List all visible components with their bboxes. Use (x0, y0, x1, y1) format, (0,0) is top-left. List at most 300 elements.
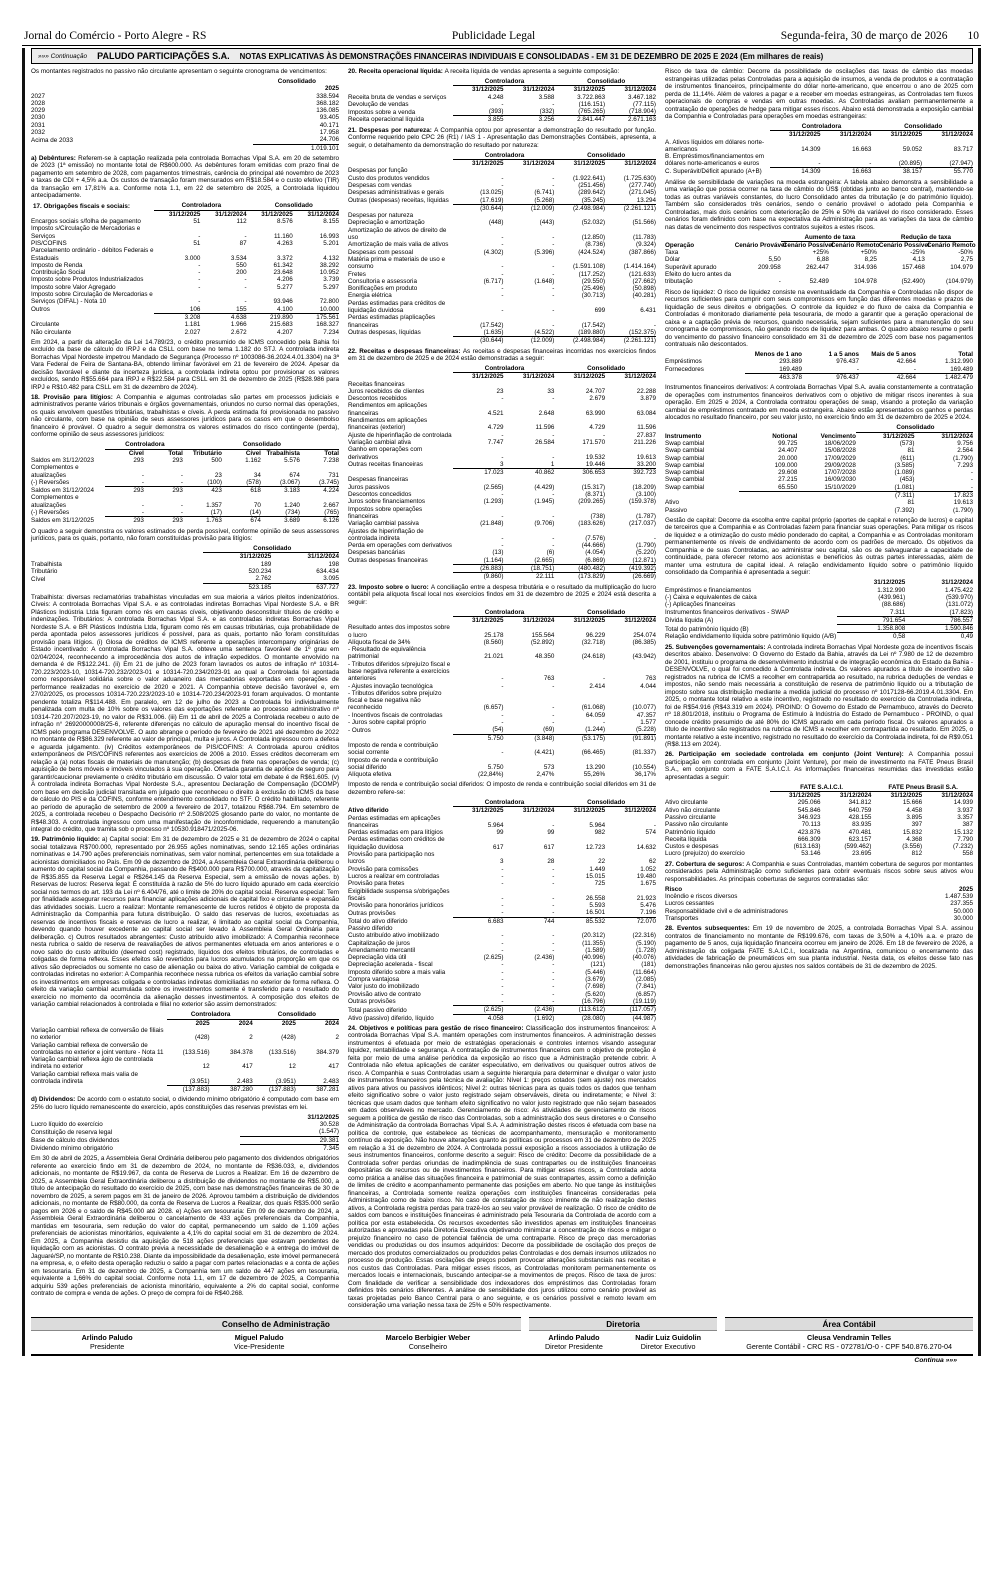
row-label: (-) Reversões (31, 509, 70, 517)
cell-value: - (501, 946, 504, 954)
cell-value: 666.309 (797, 835, 821, 843)
row-label: Depreciação vida útil (348, 954, 407, 962)
cell-value: 3.689 (261, 517, 300, 525)
table-row (665, 601, 973, 608)
cell-value: 523.185 (203, 583, 271, 591)
table-row (348, 498, 656, 505)
cell-value: - (501, 512, 504, 520)
row-label: Despesas por natureza (348, 212, 414, 220)
table-row (665, 850, 973, 857)
table-column-header (31, 449, 105, 457)
table-column-header: 31/12/2024 (941, 432, 973, 440)
table-column-header: Cenário Remoto (830, 241, 880, 249)
cell-value: 4.224 (300, 487, 339, 495)
row-label: Provisão ativo de contrato (348, 990, 421, 998)
cell-value: - (552, 512, 555, 520)
cell-value: 4.207 (277, 328, 293, 336)
board-group-conselho (31, 1317, 521, 1351)
cell-value: 155.564 (531, 631, 555, 639)
cell-value: (5.268) (534, 196, 555, 204)
table-column-header: Vencimento (820, 432, 856, 440)
cell-value: 198 (328, 560, 339, 568)
table-row (665, 374, 973, 382)
cell-value: 52.489 (809, 278, 829, 286)
cell-value: 96.229 (585, 631, 606, 639)
cell-value: (2.625) (453, 1006, 504, 1014)
cell-value: - (501, 902, 504, 910)
cell-value: 1.449 (589, 865, 606, 873)
cell-value: 7.293 (957, 461, 973, 469)
cell-value: - (552, 880, 555, 888)
board-member (82, 1334, 133, 1351)
cell-value: (14) (249, 508, 261, 516)
table-column-header: 31/12/2025 (261, 210, 293, 218)
table-row (348, 940, 656, 947)
row-label: Dividendo mínimo obrigatório (31, 1144, 113, 1152)
cell-value: - (552, 100, 555, 108)
table-group-header (348, 78, 453, 86)
table-column-header: 31/12/2024 (522, 86, 555, 94)
cell-value: - (501, 997, 504, 1005)
row-label: Swap cambial (665, 484, 705, 492)
cell-value: (578) (246, 478, 261, 486)
cell-value: 211.226 (633, 438, 656, 446)
table-column-header: 31/12/2025 (472, 160, 504, 168)
table-group-header: Consolidado (554, 365, 656, 373)
cell-value: - (501, 285, 504, 293)
cell-value: 14.939 (953, 799, 973, 807)
table-group-header: Consolidado (554, 152, 656, 160)
cell-value: (5.620) (585, 990, 606, 998)
cell-value: - (501, 990, 504, 998)
note-heading: d) Dividendos: (31, 1096, 78, 1104)
cell-value: 387.281 (296, 1085, 339, 1093)
financial-table (665, 886, 973, 922)
cell-value: - (913, 365, 916, 373)
cell-value: 2.483 (236, 1077, 253, 1085)
cell-value: 38.292 (319, 261, 339, 269)
cell-value: 48.350 (535, 653, 555, 661)
member-role: Gerente Contábil - CRC RS - 072781/O-0 - CPF 540.876.270-04 (746, 1341, 952, 1351)
cell-value: 5.750 (487, 763, 504, 771)
cell-value: 13.290 (585, 763, 606, 771)
cell-value: 3.357 (957, 813, 973, 821)
table-group-header (31, 441, 105, 449)
table-row (348, 961, 656, 968)
note-paragraph: 26. Participação em sociedade controlada em conjunto (Joint Venture): A Companhia possui participação em controlada em conjunto (Joint Venture), por meio de investimento na FATE Pneus Brasil S.A., em conjunto com a FATE S.A.I.C.I. As informações financeiras resumidas das investidas estão apresentadas a seguir: (665, 751, 973, 781)
table-column-header: 1 a 5 anos (828, 351, 860, 359)
table-row (31, 1085, 339, 1093)
cell-value: (765.265) (578, 108, 606, 116)
table-column-header: 31/12/2024 (522, 373, 555, 381)
cell-value: 306.653 (554, 469, 605, 477)
continues-footer: Continua »»» (914, 1357, 957, 1365)
cell-value: (2.085) (636, 976, 656, 984)
cell-value: 618 (222, 487, 261, 495)
table-group-header: Consolidado (247, 202, 339, 210)
table-column-header: 31/12/2024 (839, 792, 872, 800)
table-row (348, 476, 656, 483)
cell-value: 520.234 (248, 567, 272, 575)
table-group-header (665, 234, 733, 242)
cell-value: 3.895 (906, 813, 923, 821)
cell-value: 24.407 (778, 447, 798, 455)
cell-value: (428) (281, 1034, 296, 1042)
cell-value: 6.126 (300, 517, 339, 525)
cell-value: 2.564 (957, 447, 973, 455)
row-label: Variação cambial reflexa mais valia de controlada indireta (31, 1070, 138, 1086)
table-row (31, 240, 339, 247)
cell-value: - (501, 865, 504, 873)
cell-value: - (501, 534, 504, 542)
row-label: Incêndio e riscos diversos (665, 893, 738, 901)
table-row (348, 902, 656, 909)
cell-value: 21.923 (636, 894, 656, 902)
table-row (31, 561, 339, 568)
table-row (348, 991, 656, 998)
cell-value: 168.327 (316, 321, 339, 329)
row-label: Receitas financeiras (348, 380, 405, 388)
cell-value: (17.619) (480, 196, 504, 204)
cell-value: (9.706) (534, 520, 555, 528)
table-row (31, 93, 339, 100)
cell-value: (2.436) (534, 954, 555, 962)
table-column-header: 31/12/2025 (890, 792, 923, 800)
cell-value: 3.372 (277, 254, 293, 262)
row-label: Perda em operações com derivativos (348, 542, 452, 550)
cell-value: 1.675 (640, 880, 656, 888)
table-column-header: Tributário (192, 449, 222, 457)
table-row (665, 256, 973, 263)
cell-value: 169.489 (779, 365, 803, 373)
note-paragraph: 23. Imposto sobre o lucro: A conciliação entre a despesa tributária e o resultado da multiplicação do lucro contábil pela alíquota fiscal local nos exercícios findos em 31 de dezembro de 2025 e 2024 está descrita a seguir: (348, 583, 656, 606)
row-label: Ganho em operações com derivativos (348, 446, 423, 461)
cell-value: (29.550) (581, 277, 606, 285)
masthead-section: Publicidade Legal (451, 30, 536, 42)
table-row (348, 998, 656, 1006)
table-column-header: 31/12/2025 (239, 553, 272, 561)
row-label: Outras receitas financeiras (348, 461, 423, 469)
cell-value: (5.396) (534, 248, 555, 256)
cell-value: 99 (547, 829, 555, 837)
table-row (31, 262, 339, 269)
cell-value: 0,58 (837, 633, 905, 641)
cell-value: 38.157 (871, 168, 922, 176)
member-role: Diretor Executivo (640, 1341, 696, 1351)
cell-value: 30.528 (319, 1120, 339, 1128)
cell-value: 338.594 (316, 92, 339, 100)
cell-value: 65.550 (778, 483, 798, 491)
table-row (348, 212, 656, 219)
note-paragraph: 21. Despesas por natureza: A Companhia optou por apresentar a demonstração do resultado por função. Conforme requerido pelo CPC 26 (R1) / IAS 1 - Apresentação das Demonstrações Contábeis, apresenta, a seguir, o detalhamento da demonstração do resultado por natureza: (348, 126, 656, 149)
cell-value: - (552, 976, 555, 984)
cell-value: 14.309 (770, 168, 821, 176)
cell-value: (13) (492, 549, 504, 557)
masthead-date: Segunda-feira, 30 de março de 2026 (780, 30, 948, 42)
row-label: Variação cambial passiva (348, 520, 419, 528)
cell-value: - (552, 174, 555, 182)
cell-value: - (501, 909, 504, 917)
note-paragraph: 18. Provisão para litígios: A Companhia e algumas controladas são partes em processos judiciais e administrativos perante vários tribunais e órgãos governamentais, oriundos no curso normal das operações, os quais envolvem questões tributárias, trabalhistas e cíveis. A perda estimada foi provisionada no passivo não circulante, com base na opinião de seus assessores jurídicos para os casos em que o desembolso financeiro é provável. O quadro a seguir demonstra os valores estimados do risco contingente (perda), conforme opinião de seus assessores jurídicos: (31, 393, 339, 439)
cell-value: - (552, 453, 555, 461)
row-label: Saldos em 31/12/2023 (31, 456, 95, 464)
cell-value: 27.215 (778, 476, 798, 484)
cell-value: 70.113 (801, 821, 821, 829)
cell-value: - (141, 508, 144, 516)
member-name: Arlindo Paludo (81, 1333, 133, 1343)
table-row (348, 757, 656, 772)
cell-value: (28.080) (554, 1014, 605, 1022)
table-column-header: 31/12/2025 (882, 432, 915, 440)
notes-columns (31, 68, 976, 1312)
row-label: 2030 (31, 114, 46, 122)
cell-value: 219.890 (247, 313, 293, 321)
row-label: Provisão para fretes (348, 880, 405, 888)
row-label: Devolução de vendas (348, 100, 409, 108)
contabil-title: Área Contábil (725, 1317, 973, 1331)
cell-value: 417 (328, 1063, 339, 1071)
row-label: Contribuição Social (31, 269, 86, 277)
cell-value: 1.966 (230, 321, 247, 329)
cell-value: 463.378 (745, 374, 802, 382)
cell-value: 7.196 (640, 909, 656, 917)
masthead-page-number: 10 (967, 30, 979, 42)
note-paragraph: 28. Eventos subsequentes: Em 19 de novembro de 2025, a controlada Borrachas Vipal S.A. assinou contratos de financiamento no montante de R$199.676, com taxas de 3,50% a 4,10% a.a. e prazo de pagamento de 5 anos, cuja liquidação financeira ocorreu em janeiro de 2026. Em 18 de fevereiro de 2026, a Administração da coligada FATE S.A.I.C.I., localizada na Argentina, comunicou o encerramento das atividades de fabricação de pneumáticos em sua planta industrial. Nesta data, os efeitos desse fato nas demonstrações financeiras não gerou ajustes nos saldos contábeis de 31 de dezembro de 2025. (665, 925, 973, 970)
row-label: Fornecedores (665, 366, 704, 374)
cell-value: (599.462) (844, 843, 872, 851)
cell-value: 21.021 (484, 653, 504, 661)
cell-value: (19.119) (633, 997, 656, 1005)
cell-value: 7.234 (323, 328, 339, 336)
cell-value: (91.891) (605, 734, 656, 742)
table-column-header: Cenário Possível (878, 241, 930, 249)
cell-value: - (141, 471, 144, 479)
cell-value: 51 (193, 218, 201, 226)
cell-value: (11.355) (582, 939, 606, 947)
cell-value: - (501, 939, 504, 947)
cell-value: (11.783) (633, 234, 656, 242)
row-label: Lucros a realizar em controladas (348, 872, 440, 880)
cell-value: 64.059 (585, 711, 606, 719)
cell-value: 63.990 (585, 409, 606, 417)
board-member (635, 1334, 701, 1351)
cell-value: - (603, 719, 606, 727)
row-label: Passivo circulante (665, 813, 716, 821)
row-label: Lucro (prejuízo) do exercício (665, 850, 745, 858)
cell-value: 4,13 (912, 256, 925, 264)
cell-value: 25.178 (484, 631, 504, 639)
cell-value: 29/09/2028 (824, 461, 856, 469)
cell-value: (77.115) (633, 100, 656, 108)
cell-value: - (180, 508, 183, 516)
table-group-header: Consolidado (554, 799, 656, 807)
table-row (31, 329, 339, 336)
cell-value: 5.964 (487, 821, 504, 829)
table-column-header: 31/12/2025 (472, 373, 504, 381)
cell-value: 17.958 (319, 129, 339, 137)
cell-value: 295.066 (797, 799, 821, 807)
cell-value: 81 (907, 499, 915, 507)
cell-value: 24.707 (585, 387, 606, 395)
cell-value: - (552, 321, 555, 329)
table-column-header: 31/12/2024 (624, 807, 656, 815)
cell-value: (183.626) (578, 520, 606, 528)
row-label: Custo dos produtos vendidos (348, 174, 430, 182)
table-column-header: Mais de 5 anos (871, 351, 916, 359)
row-label: (-) Caixa e equivalentes de caixa (665, 594, 757, 601)
cell-value: - (501, 932, 504, 940)
note-paragraph: 19. Patrimônio líquido: a) Capital social: Em 31 de dezembro de 2025 e 31 de dezembro de 2024 o capital social totalizava R$700.000, representado por 26.955 ações nominativas, sendo 12.165 ações ordinárias nominativas e 14.790 ações preferenciais nominativas, sem valor nominal, pertencentes em sua totalidade a acionistas domiciliados no País. Em 09 de dezembro de 2024, a Assembleia Geral Extraordinária deliberou o aumento do capital social da Companhia, passando de R$400.000 para R$700.000, através da capitalização de R$35.855 da Reserva Legal e R$264.145 da Reserva Especial, sem a emissão de novas ações. b) Reservas de lucros: Reserva legal: É constituída à razão de 5% do lucro líquido apurado em cada exercício social nos termos do art. 193 da Lei nº 6.404/76, até o limite de 20% do capital social. Reserva especial: Tem por finalidade assegurar recursos para financiar aplicações adicionais de capital fixo e circulante e expansão das atividades sociais. Lucro a realizar: Montante remanescente de lucros retidos é objeto de proposta da Administração da Companhia para futura distribuição. O saldo das reservas de lucros, excetuadas as reservas de incentivos fiscais e reservas de lucro a realizar, é limitado ao capital social da Companhia, devendo quando houver excedente ao capital social ser levado à Assembleia Geral Ordinária para deliberação. c) Outros resultados abrangentes: Custo atribuído ativo imobilizado: A Companhia reconhece nesta rubrica o saldo de reserva de reavaliações de ativos permanentes efetuada em anos anteriores e o novo saldo do custo atribuído (deemed cost) registrado, líquidos dos efeitos tributários, de controladas e coligadas de forma reflexa. Esses efeitos são revertidos para lucros acumulados na proporção em que os ativos são depreciados ou somente no caso de alienação ou baixa do ativo. Variação cambial de coligada e controladas indiretas no exterior: A Companhia reconhece nessa rubrica os efeitos da variação cambial sobre os investimentos em empresas coligada e controladas indiretas domiciliadas no exterior de forma reflexa. O efeito da variação cambial acumulada sobre os investimentos somente é transferido para o resultado do exercício no momento da ocorrência da alienação desses investimentos. A composição dos efeitos de variação cambial relacionados à controlada e filial no exterior são assim demonstrados: (31, 836, 339, 1009)
cell-value: 24.706 (319, 136, 339, 144)
table-row (348, 528, 656, 543)
row-label: Ativo (665, 499, 679, 507)
cell-value: (17.542) (480, 321, 504, 329)
row-label: - Tributos diferidos sobre prejuízo fiscal e base negativa não reconhecido (348, 689, 442, 712)
table-row (348, 271, 656, 278)
cell-value: (1.414.164) (623, 263, 656, 271)
cell-value: 16.663 (821, 168, 872, 176)
cell-value: (53.175) (554, 734, 605, 742)
cell-value: 5,50 (768, 256, 781, 264)
table-row (31, 284, 339, 291)
cell-value: - (180, 501, 183, 509)
table-column-header: 31/12/2024 (522, 616, 555, 624)
financial-table (31, 1114, 339, 1152)
note-heading: 18. Provisão para litígios: (31, 393, 117, 401)
row-label: Despesas administrativas e gerais (348, 189, 444, 197)
cell-value: (181) (641, 961, 656, 969)
cell-value: 4.248 (487, 93, 504, 101)
cell-value: 699 (594, 307, 606, 315)
cell-value: 2.762 (255, 575, 272, 583)
table-row (348, 116, 656, 124)
cell-value: - (501, 395, 504, 403)
cell-value: 8.155 (323, 218, 339, 226)
row-label: Consultoria e assessoria (348, 277, 417, 285)
row-label: Depreciação acelerada - fiscal (348, 961, 433, 969)
table-column-header: Total (324, 449, 339, 457)
cell-value: - (501, 682, 504, 690)
cell-value: 23 (214, 471, 222, 479)
cell-value: (121.633) (629, 270, 656, 278)
cell-value: 14.632 (636, 843, 656, 851)
note-heading: 23. Imposto sobre o lucro: (348, 583, 431, 591)
cell-value: 617 (493, 843, 504, 851)
member-name: Arlindo Paludo (548, 1333, 600, 1343)
cell-value: (52.490) (901, 278, 925, 286)
table-row (665, 829, 973, 836)
row-label: Swap cambial (665, 469, 705, 477)
cell-value (797, 499, 856, 506)
cell-value: 1.590.846 (905, 625, 973, 633)
cell-value: -25% (910, 249, 925, 257)
cell-value: - (552, 181, 555, 189)
cell-value: - (552, 263, 555, 271)
cell-value: 55.770 (922, 168, 973, 176)
cell-value: 550 (236, 261, 247, 269)
cell-value: 1.482.479 (916, 374, 973, 382)
table-column-header: 31/12/2024 (215, 210, 247, 218)
row-label: Rendimentos em aplicações financeiras (348, 402, 428, 417)
table-row (348, 108, 656, 116)
cell-value: (3.951) (189, 1077, 210, 1085)
table-row (348, 829, 656, 836)
table-group-header (348, 609, 453, 617)
table-row (665, 609, 973, 617)
table-row (348, 249, 656, 256)
row-label: Descontos recebidos (348, 395, 407, 403)
cell-value: 29.608 (778, 469, 798, 477)
cell-value: (25.496) (581, 285, 606, 293)
cell-value: - (552, 865, 555, 873)
cell-value: (52.032) (581, 219, 606, 227)
cell-value: 731 (328, 471, 339, 479)
cell-value: 17.023 (453, 469, 504, 477)
cell-value: 744 (504, 917, 555, 925)
row-label: Receita líquida (665, 835, 707, 843)
table-row (31, 225, 339, 240)
cell-value: - (552, 872, 555, 880)
cell-value: (40.076) (632, 954, 656, 962)
cell-value: (137.883) (167, 1085, 210, 1093)
cell-value: 1.052 (640, 865, 656, 873)
cell-value: - (244, 283, 247, 291)
cell-value: - (552, 968, 555, 976)
note-paragraph: Em 30 de abril de 2025, a Assembleia Geral Ordinária deliberou pelo pagamento dos dividendos obrigatórios referente ao exercício findo em 31 de dezembro de 2024, no montante de R$36.033, e, dividendos adicionais, no montante de R$19.967, da conta de Reserva de Lucros a Realizar. Em 16 de dezembro de 2025, a Assembleia Geral Extraordinária deliberou a distribuição de dividendos no montante de R$5.000, a título de antecipação do resultado do exercício de 2025, com base nas demonstrações financeiras de 30 de novembro de 2025, a serem pagos em 31 de janeiro de 2026. Aprovou também a distribuição de dividendos adicionais, no montante de R$80.000, da conta de Reserva de Lucros a Realizar, dos quais R$35.000 serão pagos em 2026 e o saldo de R$45.000 até 2028. e) Ações em tesouraria: Em 09 de dezembro de 2024, a Assembleia Geral Extraordinária deliberou o cancelamento de 433 ações preferenciais da Companhia, mantidas em tesouraria, sem redução do valor do capital, permanecendo um saldo de 1.109 ações preferenciais de acionistas minoritários, equivalente a 4,1% do capital social em 31 de dezembro de 2024. Em 2025, a Companhia desistiu da aquisição de 518 ações preferenciais que estavam pendentes de liquidação com as acionistas. O contrato previa a necessidade de desalienação e a entrega do imóvel de Jaguaré/SP, no montante de R$10.238. Diante da impossibilidade da desalienação, este imóvel permanecerá na empresa, e, o efeito desta operação reduziu o saldo a pagar com partes relacionadas e a conta de ações em tesouraria. Em 31 de dezembro de 2025, a Companhia tem um saldo de 447 ações em tesouraria, equivalente a 1,66% do capital social. Conforme nota 1.1, em 17 de dezembro de 2025, a Companhia adquiriu 539 ações preferenciais de acionista minoritário, equivalente a 2% do capital social, conforme contrato de compra e venda de ações. O preço de compra foi de R$40.268. (31, 1155, 339, 1298)
note-heading: 28. Eventos subsequentes: (665, 925, 753, 933)
cell-value: 19.613 (636, 453, 656, 461)
financial-table (31, 202, 339, 335)
member-name: Miguel Paludo (234, 1333, 284, 1343)
cell-value: 2,47% (536, 771, 555, 779)
cell-value (733, 249, 781, 256)
table-column-header: 31/12/2024 (624, 616, 656, 624)
table-row (348, 690, 656, 712)
row-label: Imposto de renda e contribuição social diferido (348, 756, 438, 771)
row-label: Swap cambial (665, 476, 705, 484)
cell-value: - (778, 278, 781, 286)
table-column-header: 31/12/2025 (307, 1113, 339, 1121)
cell-value: 8,25 (864, 256, 877, 264)
row-label: C. Superávit/Déficit apurado (A+B) (665, 168, 762, 176)
financial-table (665, 233, 976, 286)
table-row (665, 893, 973, 900)
cell-value: - (198, 298, 201, 306)
cell-value: - (552, 719, 555, 727)
financial-table (31, 78, 339, 152)
table-row (665, 249, 973, 256)
cell-value: - (501, 872, 504, 880)
note-heading: 20. Receita operacional líquida: (348, 68, 445, 75)
cell-value: 10.000 (319, 305, 339, 313)
cell-value: (1.089) (894, 469, 915, 477)
cell-value: (2.261.121) (605, 204, 656, 212)
cell-value: 23.648 (273, 269, 293, 277)
cell-value: - (198, 261, 201, 269)
row-label (31, 313, 154, 321)
cell-value: 674 (222, 517, 261, 525)
cell-value: 26.584 (535, 438, 555, 446)
cell-value: 209.958 (758, 263, 781, 271)
cell-value: - (552, 939, 555, 947)
table-row (348, 402, 656, 417)
cell-value: (1.790) (636, 542, 656, 550)
cell-value: - (552, 946, 555, 954)
table-group-header: Controladora (453, 152, 555, 160)
row-label: Juros recebidos de clientes (348, 387, 425, 395)
row-label: Outras provisões (348, 998, 396, 1006)
cell-value: (734) (285, 508, 300, 516)
